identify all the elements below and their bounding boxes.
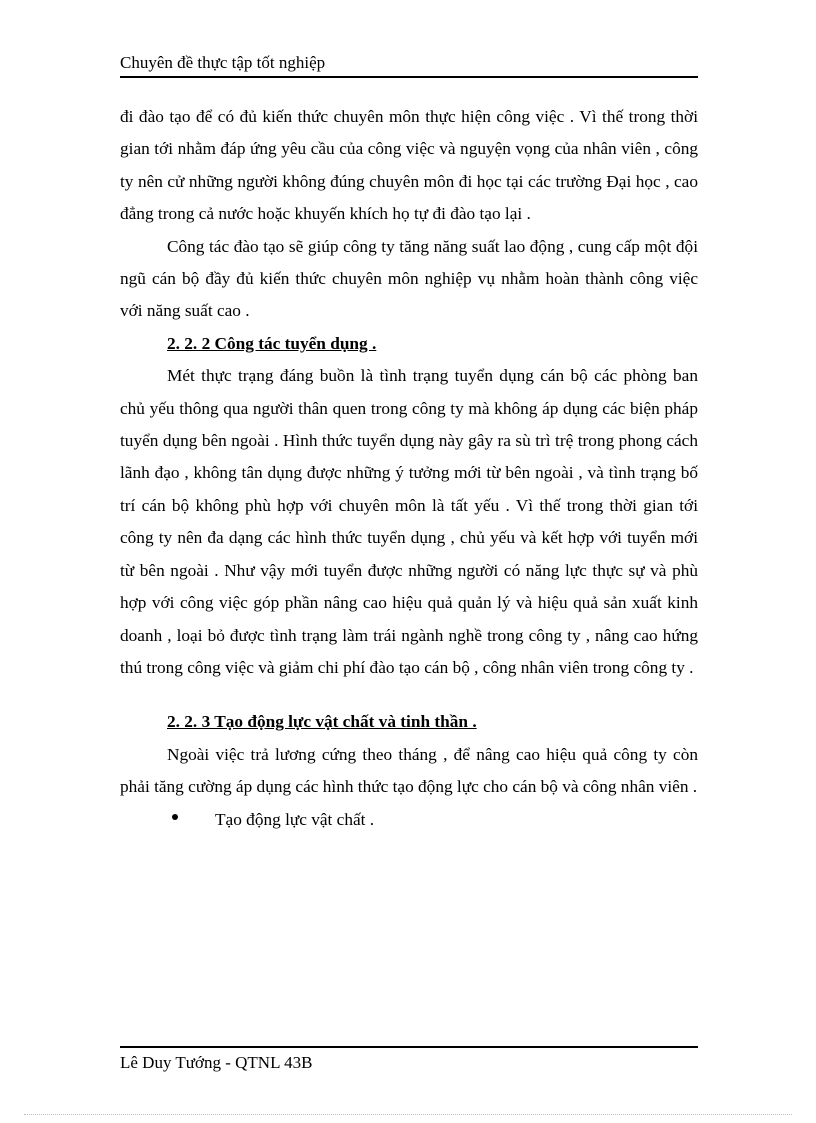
- spacer: [120, 684, 698, 706]
- section-heading-2-2-2-text: 2. 2. 2 Công tác tuyển dụng .: [167, 333, 377, 353]
- page-header: [120, 52, 698, 78]
- section-heading-2-2-3-text: 2. 2. 3 Tạo động lực vật chất và tinh thần .: [167, 712, 477, 732]
- footer-author: Lê Duy Tướng - QTNL 43B: [120, 1053, 313, 1072]
- section-heading-2-2-3: [120, 706, 698, 738]
- bullet-item: [120, 804, 698, 836]
- bullet-item-text: Tạo động lực vật chất .: [215, 809, 375, 829]
- page-edge-divider: [24, 1114, 792, 1115]
- document-body: [120, 101, 698, 836]
- header-title: Chuyên đề thực tập tốt nghiệp: [120, 53, 326, 72]
- page-footer: [120, 1046, 698, 1074]
- section-heading-2-2-2: [120, 328, 698, 360]
- paragraph-4: Ngoài việc trả lương cứng theo tháng , để nâng cao hiệu quả công ty còn phải tăng cường áp dụng các hình thức tạo động lực cho cán bộ và công nhân viên .: [120, 744, 698, 797]
- paragraph-3: Mét thực trạng đáng buồn là tình trạng tuyển dụng cán bộ các phòng ban chủ yếu thông qua người thân quen trong công ty mà không áp dụng các biện pháp tuyển dụng bên ngoài . Hình thức tuyển dụng này gây ra sù trì trệ trong phong cách lãnh đạo , không tân dụng được những ý tưởng mới từ bên ngoài , và tình trạng bố trí cán bộ không phù hợp với chuyên môn là tất yếu . Vì thế trong thời gian tới công ty nên đa dạng các hình thức tuyển dụng , chủ yếu và kết hợp với tuyển mới từ bên ngoài . Như vậy mới tuyển được những người có năng lực thực sự và phù hợp với công việc góp phần nâng cao hiệu quả quản lý và hiệu quả sản xuất kinh doanh , loại bỏ được tình trạng làm trái ngành nghề trong công ty , nâng cao hứng thú trong công việc và giảm chi phí đào tạo cán bộ , công nhân viên trong công ty .: [120, 366, 698, 677]
- paragraph-2: Công tác đào tạo sẽ giúp công ty tăng năng suất lao động , cung cấp một đội ngũ cán bộ đầy đủ kiến thức chuyên môn nghiệp vụ nhằm hoàn thành công việc với năng suất cao .: [120, 236, 698, 321]
- paragraph-1: đi đào tạo để có đủ kiến thức chuyên môn thực hiện công việc . Vì thế trong thời gian tới nhằm đáp ứng yêu cầu của công việc và nguyện vọng của nhân viên , công ty nên cử những người không đúng chuyên môn đi học tại các trường Đại học , cao đẳng trong cả nước hoặc khuyến khích họ tự đi đào tạo lại .: [120, 107, 698, 224]
